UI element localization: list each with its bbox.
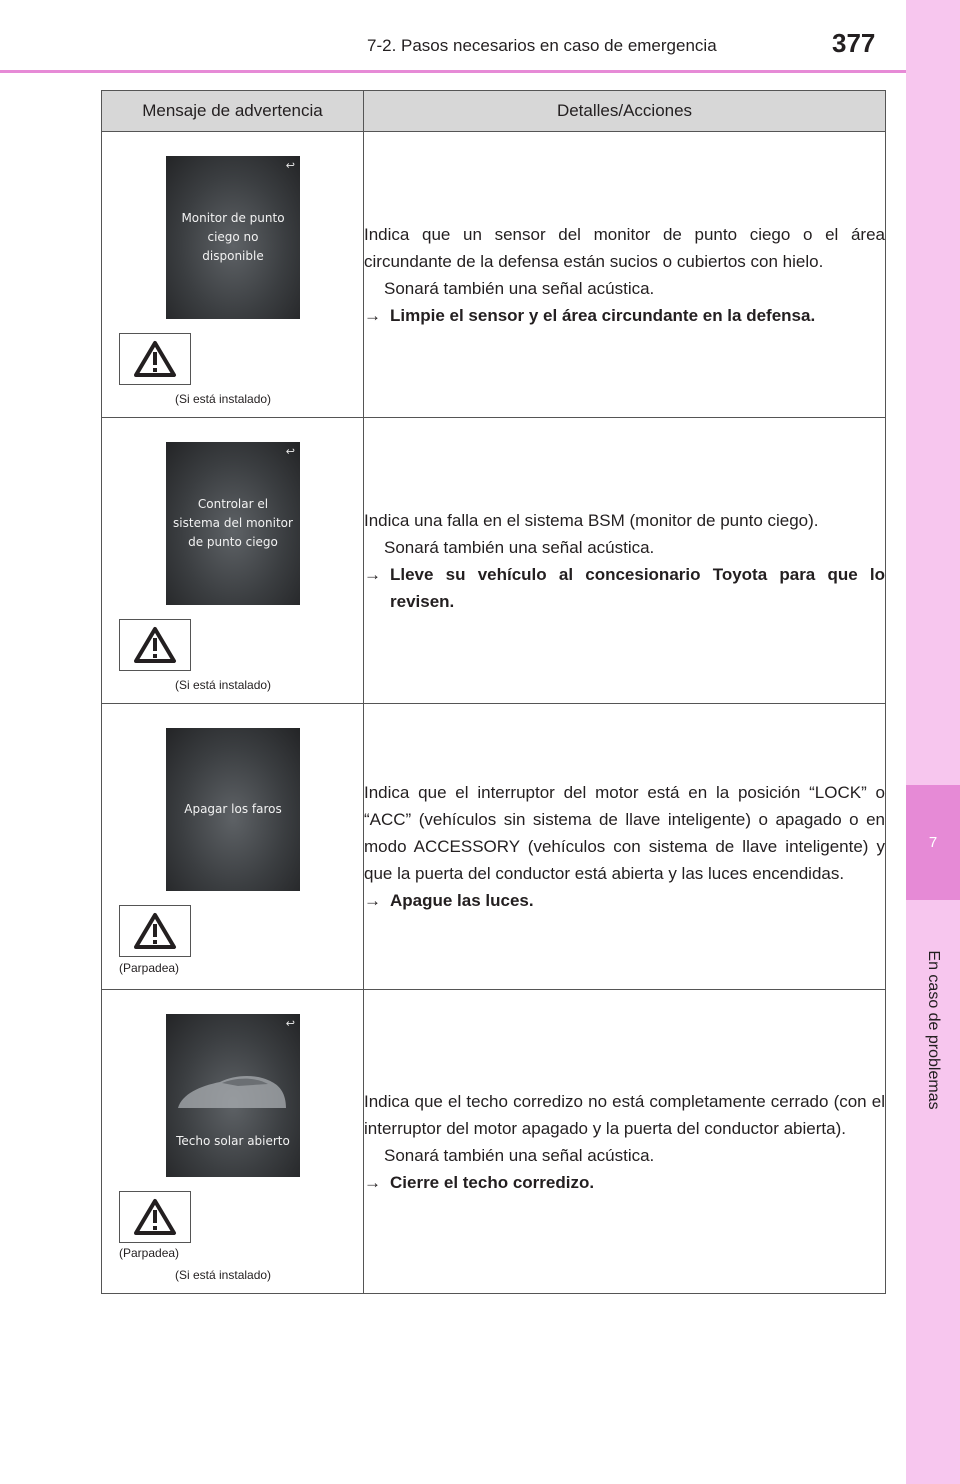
screen-line: ciego no bbox=[207, 230, 259, 244]
details-cell bbox=[364, 990, 886, 1294]
table-row bbox=[102, 990, 886, 1294]
screen-line: Controlar el bbox=[197, 497, 269, 511]
page-number: 377 bbox=[832, 28, 876, 58]
display-screen bbox=[166, 442, 300, 605]
action-text: Limpie el sensor y el área circundante en la defensa. bbox=[390, 305, 816, 325]
table-row bbox=[102, 418, 886, 704]
sound-text: Sonará también una señal acústica. bbox=[384, 1145, 655, 1165]
screen-line: de punto ciego bbox=[188, 535, 278, 549]
display-screen bbox=[166, 728, 300, 891]
warning-image-cell bbox=[102, 990, 364, 1294]
action-item bbox=[364, 302, 885, 329]
description-text: Indica que el interruptor del motor está en la posición “LOCK” o “ACC” (vehículos sin sistema de llave inteligente) o apagado o en modo ACCESSORY (vehículos con sistema de llave inteligente) y que la puerta del conductor está abierta y las luces encendidas. bbox=[364, 783, 885, 883]
warning-triangle-icon bbox=[133, 340, 177, 378]
chapter-number: 7 bbox=[928, 834, 938, 851]
description-text: Indica que el techo corredizo no está completamente cerrado (con el interruptor del motor apagado y la puerta del conductor abierta). bbox=[364, 1091, 885, 1138]
screen-line: sistema del monitor bbox=[173, 516, 293, 530]
flashing-note: (Parpadea) bbox=[119, 961, 180, 975]
screen-line: disponible bbox=[202, 249, 264, 263]
sound-text: Sonará también una señal acústica. bbox=[384, 278, 655, 298]
details-cell bbox=[364, 418, 886, 704]
installed-note: (Si está instalado) bbox=[175, 1268, 272, 1282]
chapter-number-tab bbox=[906, 785, 960, 900]
action-text: Lleve su vehículo al concesionario Toyota para que lo revisen. bbox=[390, 564, 885, 611]
warning-indicator-box bbox=[119, 333, 191, 385]
warning-triangle-icon bbox=[133, 626, 177, 664]
arrow-icon: → bbox=[364, 564, 381, 584]
table-header-row bbox=[102, 91, 886, 132]
installed-note: (Si está instalado) bbox=[175, 392, 272, 406]
chapter-title: En caso de problemas bbox=[925, 950, 942, 1110]
details-cell bbox=[364, 704, 886, 990]
warning-indicator-box bbox=[119, 905, 191, 957]
arrow-icon: → bbox=[364, 891, 381, 910]
action-item bbox=[364, 561, 885, 615]
warning-image-cell bbox=[102, 704, 364, 990]
arrow-icon: → bbox=[364, 305, 381, 325]
warning-triangle-icon bbox=[133, 912, 177, 950]
chapter-sidebar bbox=[906, 0, 960, 1484]
back-arrow-icon: ↩ bbox=[285, 159, 295, 172]
column-header-details: Detalles/Acciones bbox=[364, 91, 886, 132]
details-cell bbox=[364, 132, 886, 418]
installed-note: (Si está instalado) bbox=[175, 678, 272, 692]
screen-line: Monitor de punto bbox=[181, 211, 285, 225]
warning-table bbox=[101, 90, 886, 1294]
warning-indicator-box bbox=[119, 619, 191, 671]
arrow-icon: → bbox=[364, 1172, 381, 1192]
column-header-message: Mensaje de advertencia bbox=[102, 91, 364, 132]
warning-triangle-icon bbox=[133, 1198, 177, 1236]
header-rule bbox=[0, 70, 906, 73]
flashing-note: (Parpadea) bbox=[119, 1246, 180, 1260]
action-item bbox=[364, 887, 885, 914]
warning-indicator-box bbox=[119, 1191, 191, 1243]
action-text: Cierre el techo corredizo. bbox=[390, 1172, 595, 1192]
action-item bbox=[364, 1169, 885, 1196]
sound-text: Sonará también una señal acústica. bbox=[384, 537, 655, 557]
section-title: 7-2. Pasos necesarios en caso de emergencia bbox=[367, 36, 717, 55]
car-silhouette-icon bbox=[176, 1064, 288, 1114]
table-row bbox=[102, 132, 886, 418]
description-text: Indica una falla en el sistema BSM (monitor de punto ciego). bbox=[364, 510, 819, 530]
screen-line: Apagar los faros bbox=[184, 802, 282, 816]
back-arrow-icon: ↩ bbox=[285, 445, 295, 458]
description-text: Indica que un sensor del monitor de punto ciego o el área circundante de la defensa están sucios o cubiertos con hielo. bbox=[364, 224, 885, 271]
display-screen bbox=[166, 1014, 300, 1177]
display-screen bbox=[166, 156, 300, 319]
action-text: Apague las luces. bbox=[390, 891, 534, 910]
warning-image-cell bbox=[102, 418, 364, 704]
table-row bbox=[102, 704, 886, 990]
back-arrow-icon: ↩ bbox=[285, 1017, 295, 1030]
warning-image-cell bbox=[102, 132, 364, 418]
screen-line: Techo solar abierto bbox=[176, 1134, 290, 1148]
